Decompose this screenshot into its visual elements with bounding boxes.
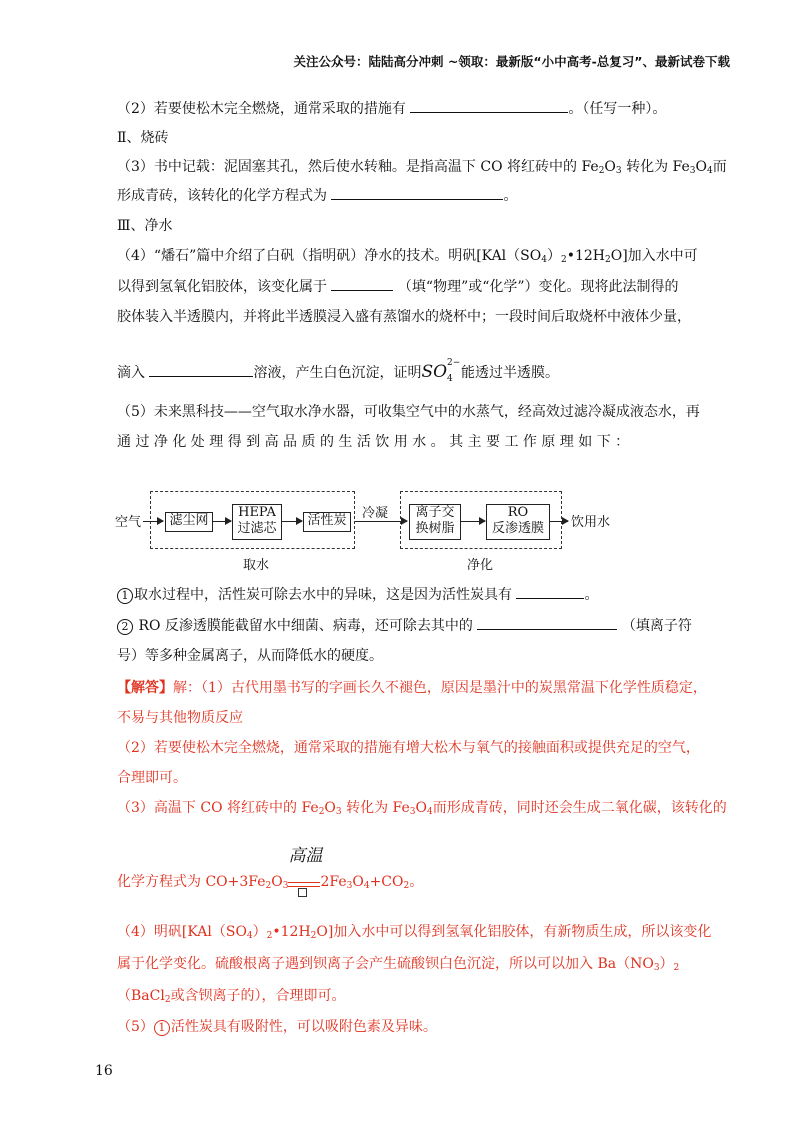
q5-2-blank[interactable] [477, 616, 617, 630]
answer-2-line2: 合理即可。 [117, 770, 187, 786]
carbon-box: 活性炭 [303, 512, 351, 532]
ro-membrane-box: RO 反渗透膜 [486, 504, 550, 540]
question-3-line1: （3）书中记载：泥固塞其孔，然后使水转釉。是指高温下 CO 将红砖中的 $Fe_2O_3$ 转化为 $Fe_3O_4$而 [117, 159, 727, 176]
q3-blank[interactable] [331, 186, 503, 200]
purify-label: 净化 [467, 558, 494, 573]
q4-blank-1[interactable] [331, 277, 393, 291]
question-5-2-line2: 号）等多种金属离子，从而降低水的硬度。 [117, 648, 383, 664]
question-5-2-line1: 2 RO 反渗透膜能截留水中细菌、病毒，还可除去其中的 （填离子符 [117, 616, 692, 636]
arrow-4 [355, 521, 407, 522]
page-header: 关注公众号：陆陆高分冲刺 ~领取：最新版“小中高考-总复习”、最新试卷下载 [293, 54, 730, 69]
answer-5: （5） 1 活性炭具有吸附性，可以吸附色素及异味。 [117, 1019, 437, 1035]
answer-3-line1: （3）高温下 CO 将红砖中的 $Fe_2O_3$ 转化为 $Fe_3O_4$而形成青砖，同时还会生成二氧化碳，该转化的 [117, 800, 727, 817]
answer-4-line3: （BaCl$_2$或含钡离子的），合理即可。 [117, 988, 346, 1005]
take-water-label: 取水 [243, 558, 270, 573]
section-2-title: Ⅱ、烧砖 [117, 130, 169, 146]
question-4-line2: 以得到氢氧化铝胶体，该变化属于 （填“物理”或“化学”）变化。现将此法制得的 [117, 279, 679, 295]
arrow-2 [213, 521, 231, 522]
answer-1-line1: 【解答】解：（1）古代用墨书写的字画长久不褪色，原因是墨汁中的炭黑常温下化学性质稳定， [117, 680, 707, 696]
q2-blank[interactable] [410, 99, 568, 113]
reaction-condition: 高温 [288, 876, 320, 896]
drink-label: 饮用水 [571, 515, 611, 530]
condense-label: 冷凝 [362, 506, 389, 521]
question-4-line4: 滴入 溶液，产生白色沉淀，证明SO 2− 4 能透过半透膜。 [117, 358, 560, 384]
arrow-6 [550, 521, 568, 522]
arrow-1 [143, 521, 163, 522]
page-number: 16 [95, 1063, 113, 1079]
question-5-line2: 通 过 净 化 处 理 得 到 高 品 质 的 生 活 饮 用 水 。 其 主 要 工 作 原 理 如 下 ： [117, 434, 630, 450]
answer-3-equation: 化学方程式为 $CO+3Fe_2O_3$ 高温 $2Fe_3O_4+CO_2$。 [117, 872, 423, 896]
q2-end: 。（任写一种）。 [568, 101, 667, 117]
air-label: 空气 [115, 515, 142, 530]
question-3-line2: 形成青砖，该转化的化学方程式为 。 [117, 188, 518, 204]
question-5-line1: （5）未来黑科技——空气取水净水器，可收集空气中的水蒸气，经高效过滤冷凝成液态水，再 [117, 404, 700, 420]
hepa-box: HEPA 过滤芯 [232, 504, 282, 540]
answer-1-line2: 不易与其他物质反应 [117, 710, 243, 726]
arrow-5 [461, 521, 485, 522]
filter-box: 滤尘网 [165, 512, 213, 532]
q4-blank-2[interactable] [149, 363, 253, 377]
q5-1-blank[interactable] [516, 585, 584, 599]
answer-4-line2: 属于化学变化。硫酸根离子遇到钡离子会产生硫酸钡白色沉淀，所以可以加入 $Ba(NO_3)_2$ [117, 956, 680, 973]
question-4-line1: （4）“燔石”篇中介绍了白矾（指明矾）净水的技术。明矾$[KAl(SO_4)_2•12H_2O]$加入水中可 [117, 248, 698, 265]
arrow-3 [282, 521, 302, 522]
answer-2-line1: （2）若要使松木完全燃烧，通常采取的措施有增大松木与氧气的接触面积或提供充足的空气， [117, 740, 700, 756]
section-3-title: Ⅲ、净水 [117, 218, 173, 234]
answer-4-line1: （4）明矾$[KAl(SO_4)_2•12H_2O]$加入水中可以得到氢氧化铝胶体，有新物质生成，所以该变化 [117, 924, 712, 941]
ion-exchange-box: 离子交 换树脂 [409, 504, 461, 540]
q2-text: （2）若要使松木完全燃烧，通常采取的措施有 [117, 101, 406, 117]
question-2 [117, 99, 666, 119]
question-4-line3: 胶体装入半透膜内，并将此半透膜浸入盛有蒸馏水的烧杯中；一段时间后取烧杯中液体少量， [117, 309, 691, 325]
question-5-1: 1 取水过程中，活性炭可除去水中的异味，这是因为活性炭具有 。 [117, 585, 598, 605]
water-process-diagram [115, 486, 655, 576]
